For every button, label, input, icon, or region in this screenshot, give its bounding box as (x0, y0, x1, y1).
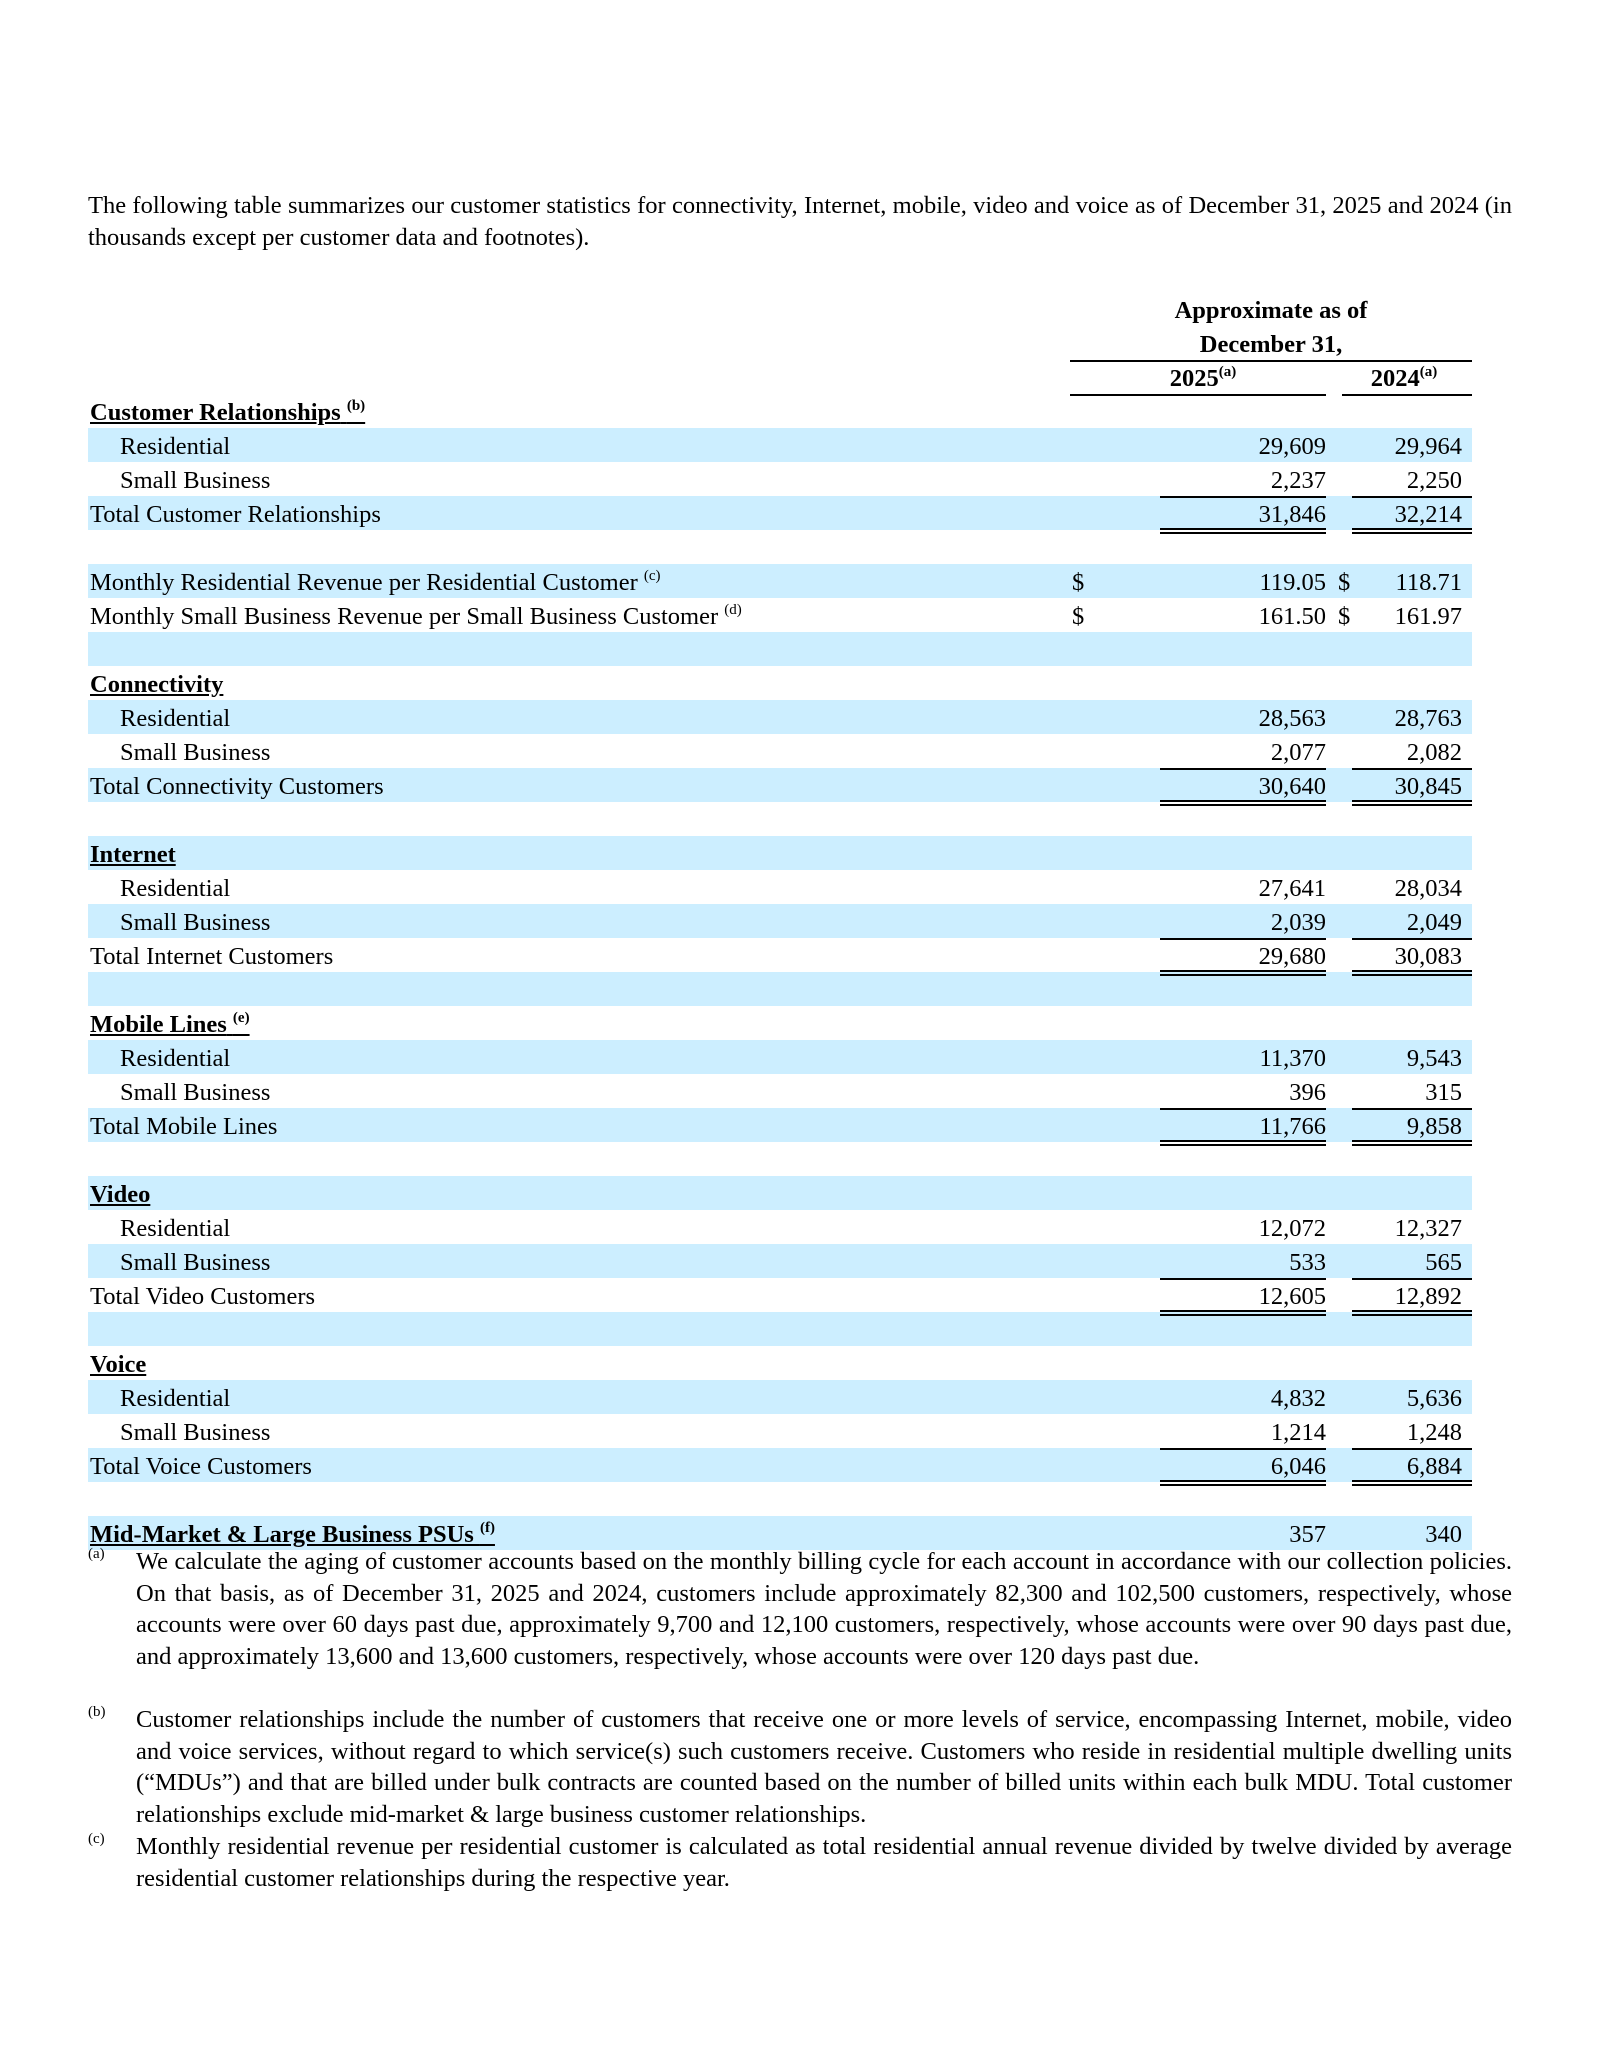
footnote-b (88, 1704, 1512, 1830)
section-row-customer-relationships: Customer Relationships $^{(b)}$ (90, 398, 366, 426)
header-title-line2: December 31, (1199, 331, 1343, 358)
header-year-2024: 2024 (1370, 365, 1420, 392)
table-row: Small Business 533 565 (88, 1244, 1472, 1278)
footnote-text: Monthly residential revenue per residential customer is calculated as total residential annual revenue divided by twelve divided by average residential customer relationships during the respective year. (136, 1833, 1512, 1892)
header-title-line1: Approximate as of (1174, 297, 1368, 324)
total-row: Total Connectivity Customers 30,640 30,845 (88, 768, 1472, 802)
table-row: Small Business 2,077 2,082 (120, 739, 1463, 766)
footnote-c (88, 1831, 1512, 1894)
table-row: Monthly Residential Revenue per Residential Customer $^{(c)}$ $ 119.05 $ 118.71 (88, 564, 1472, 598)
footnote-mark: (b) (88, 1704, 106, 1720)
total-row: Total Video Customers 12,605 12,892 (88, 1278, 1472, 1312)
section-row-connectivity (88, 666, 1472, 700)
header-row-years (88, 360, 1472, 394)
table-row: Small Business 1,214 1,248 (120, 1419, 1463, 1446)
section-title-customer-relationships: Customer Relationships (90, 399, 341, 426)
table-row: Residential 11,370 9,543 (88, 1040, 1472, 1074)
table-row: Residential 4,832 5,636 (88, 1380, 1472, 1414)
footnote-text: Customer relationships include the number of customers that receive one or more levels of service, encompassing Internet, mobile, video and voice services, without regard to which service(s) such customers receive. Customers who reside in residential multiple dwelling units (“MDUs”) and that are billed under bulk contracts are counted based on the number of billed units within each bulk MDU. Total customer relationships exclude mid-market & large business customer relationships. (136, 1706, 1512, 1828)
section-title-video: Video (88, 1176, 1070, 1210)
header-year-2024-note: (a) (1419, 364, 1438, 380)
table-row: Monthly Small Business Revenue per Small Business Customer $^{(d)}$ $ 161.50 $ 161.97 (90, 602, 1463, 630)
section-title-mobile-lines: Mobile Lines (90, 1011, 227, 1038)
header-year-2025-note: (a) (1218, 364, 1237, 380)
header-year-2025: 2025 (1169, 365, 1219, 392)
footnote-mark: (a) (88, 1546, 105, 1562)
section-row-mobile-lines: Mobile Lines $^{(e)}$ (90, 1010, 250, 1038)
section-row-video (88, 1176, 1472, 1210)
table-row: Residential 12,072 12,327 (120, 1215, 1463, 1242)
total-row: Total Voice Customers 6,046 6,884 (88, 1448, 1472, 1482)
section-title-voice: Voice (90, 1351, 147, 1378)
table-row: Residential 29,609 29,964 (88, 428, 1472, 462)
section-row-mid-market: Mid-Market & Large Business PSUs $^{(f)}$ 357 340 (88, 1516, 1472, 1550)
total-row: Total Internet Customers 29,680 30,083 (88, 938, 1472, 972)
header-row-title-1 (88, 292, 1472, 326)
section-title-internet: Internet (88, 836, 1070, 870)
table-row: Small Business 2,237 2,250 (120, 467, 1463, 494)
section-row-voice (88, 1346, 1472, 1380)
section-title-connectivity: Connectivity (90, 671, 224, 698)
table-row: Small Business 2,039 2,049 (88, 904, 1472, 938)
total-row: Total Customer Relationships 31,846 32,214 (88, 496, 1472, 530)
header-row-title-2 (88, 326, 1472, 360)
table-row: Residential 27,641 28,034 (120, 875, 1463, 902)
footnote-a (88, 1546, 1512, 1672)
footnote-mark: (c) (88, 1831, 105, 1847)
section-row-internet (88, 836, 1472, 870)
table-row: Residential 28,563 28,763 (88, 700, 1472, 734)
section-title-mid-market: Mid-Market & Large Business PSUs (90, 1521, 480, 1548)
customer-statistics-table (88, 292, 1472, 1550)
footnote-text: We calculate the aging of customer accounts based on the monthly billing cycle for each account in accordance with our collection policies. On that basis, as of December 31, 2025 and 2024, customers include approximately 82,300 and 102,500 customers, respectively, whose accounts were over 60 days past due, approximately 9,700 and 12,100 customers, respectively, whose accounts were over 90 days past due, and approximately 13,600 and 13,600 customers, respectively, whose accounts were over 120 days past due. (136, 1548, 1512, 1670)
total-row: Total Mobile Lines 11,766 9,858 (88, 1108, 1472, 1142)
table-row: Small Business 396 315 (120, 1079, 1463, 1106)
intro-paragraph: The following table summarizes our customer statistics for connectivity, Internet, mobile, video and voice as of December 31, 2025 and 2024 (in thousands except per customer data and footnotes). (88, 192, 1512, 251)
